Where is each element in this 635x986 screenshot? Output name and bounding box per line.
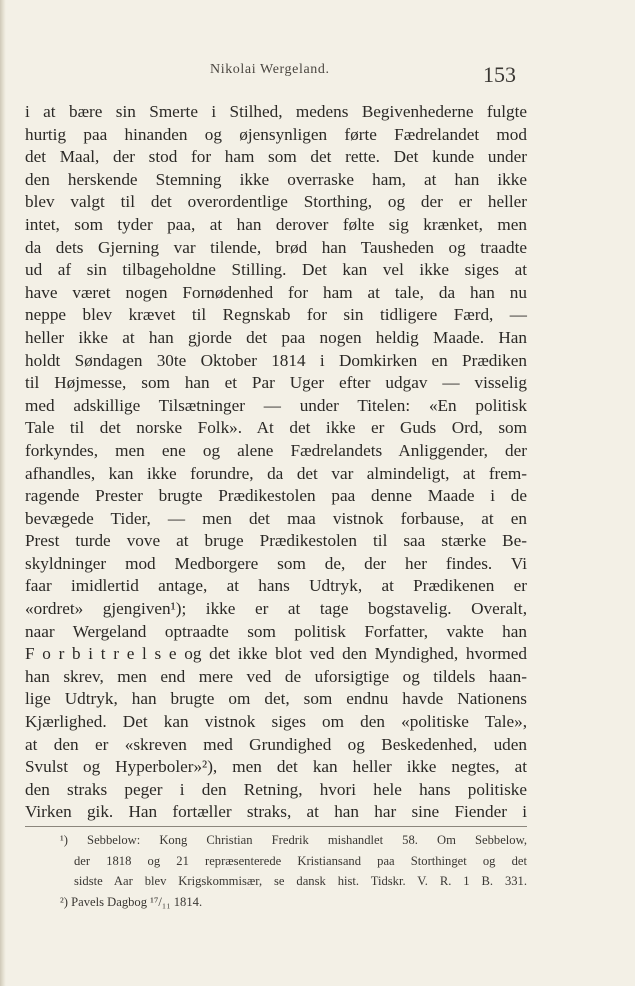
text-line: til Højmesse, som han et Par Uger efter udgav — visselig	[25, 373, 527, 393]
running-title: Nikolai Wergeland.	[210, 62, 330, 77]
text-line: hurtig paa hinanden og øjensynligen førte Fædrelandet mod	[25, 124, 527, 144]
text-line: den straks peger i den Retning, hvori hele hans politiske	[25, 779, 527, 799]
page-number: 153	[483, 62, 516, 87]
footnotes	[60, 830, 527, 912]
text-line: F o r b i t r e l s e og det ikke blot ved den Myndighed, hvormed	[25, 644, 527, 664]
footnote-line: ²) Pavels Dagbog ¹⁷/₁₁ 1814.	[60, 894, 203, 909]
footnote-divider	[25, 826, 527, 827]
page-binding-edge	[0, 0, 6, 986]
text-line: da dets Gjerning var tilende, brød han Tausheden og traadte	[25, 237, 527, 257]
text-line: skyldninger mod Medborgere som de, der her findes. Vi	[25, 553, 527, 573]
text-line: blev valgt til det overordentlige Storthing, og der er heller	[25, 192, 527, 212]
text-line: Kjærlighed. Det kan vistnok siges om den «politiske Tale»,	[25, 712, 527, 732]
text-line: heller ikke at han gjorde det paa nogen heldig Maade. Han	[25, 327, 527, 347]
text-line: Prest turde vove at bruge Prædikestolen til saa stærke Be-	[25, 531, 527, 551]
text-line: holdt Søndagen 30te Oktober 1814 i Domkirken en Prædiken	[25, 350, 527, 370]
text-line: ragende Prester brugte Prædikestolen paa denne Maade i de	[25, 486, 527, 506]
text-line: ud af sin tilbageholdne Stilling. Det kan vel ikke siges at	[25, 260, 527, 280]
text-line: afhandles, kan ikke forundre, da det var almindeligt, at frem-	[25, 463, 527, 483]
text-line: lige Udtryk, han brugte om det, som endnu havde Nationens	[25, 689, 527, 709]
text-line: neppe blev krævet til Regnskab for sin tidligere Færd, —	[25, 305, 527, 325]
text-line: have været nogen Fornødenhed for ham at tale, da han nu	[25, 282, 527, 302]
body-text	[25, 101, 527, 824]
text-line: Svulst og Hyperboler»²), men det kan heller ikke negtes, at	[25, 757, 527, 777]
text-line: den herskende Stemning ikke overraske ham, at han ikke	[25, 169, 527, 189]
footnote-line: sidste Aar blev Krigskommisær, se dansk hist. Tidskr. V. R. 1 B. 331.	[74, 874, 527, 888]
text-line: med adskillige Tilsætninger — under Titelen: «En politisk	[25, 395, 527, 415]
text-line: bevægede Tider, — men det maa vistnok forbause, at en	[25, 508, 527, 528]
text-line: intet, som tyder paa, at han derover følte sig krænket, men	[25, 214, 527, 234]
text-line: forkyndes, men ene og alene Fædrelandets Anliggender, der	[25, 440, 527, 460]
text-line: det Maal, der stod for ham som det rette. Det kunde under	[25, 147, 527, 167]
text-line: at den er «skreven med Grundighed og Beskedenhed, uden	[25, 734, 527, 754]
footnote-line: der 1818 og 21 repræsenterede Kristiansand paa Storthinget og det	[74, 853, 527, 868]
text-line: i at bære sin Smerte i Stilhed, medens Begivenhederne fulgte	[25, 102, 527, 121]
text-line: Tale til det norske Folk». At det ikke er Guds Ord, som	[25, 418, 527, 438]
text-line: Virken gik. Han fortæller straks, at han har sine Fiender i	[25, 802, 527, 822]
text-line: «ordret» gjengiven¹); ikke er at tage bogstavelig. Overalt,	[25, 599, 527, 619]
footnote-line: ¹) Sebbelow: Kong Christian Fredrik mishandlet 58. Om Sebbelow,	[60, 833, 527, 847]
text-line: han skrev, men end mere ved de uforsigtige og tildels haan-	[25, 666, 527, 686]
text-line: faar imidlertid antage, at hans Udtryk, at Prædikenen er	[25, 576, 527, 596]
text-line: naar Wergeland optraadte som politisk Forfatter, vakte han	[25, 621, 527, 641]
